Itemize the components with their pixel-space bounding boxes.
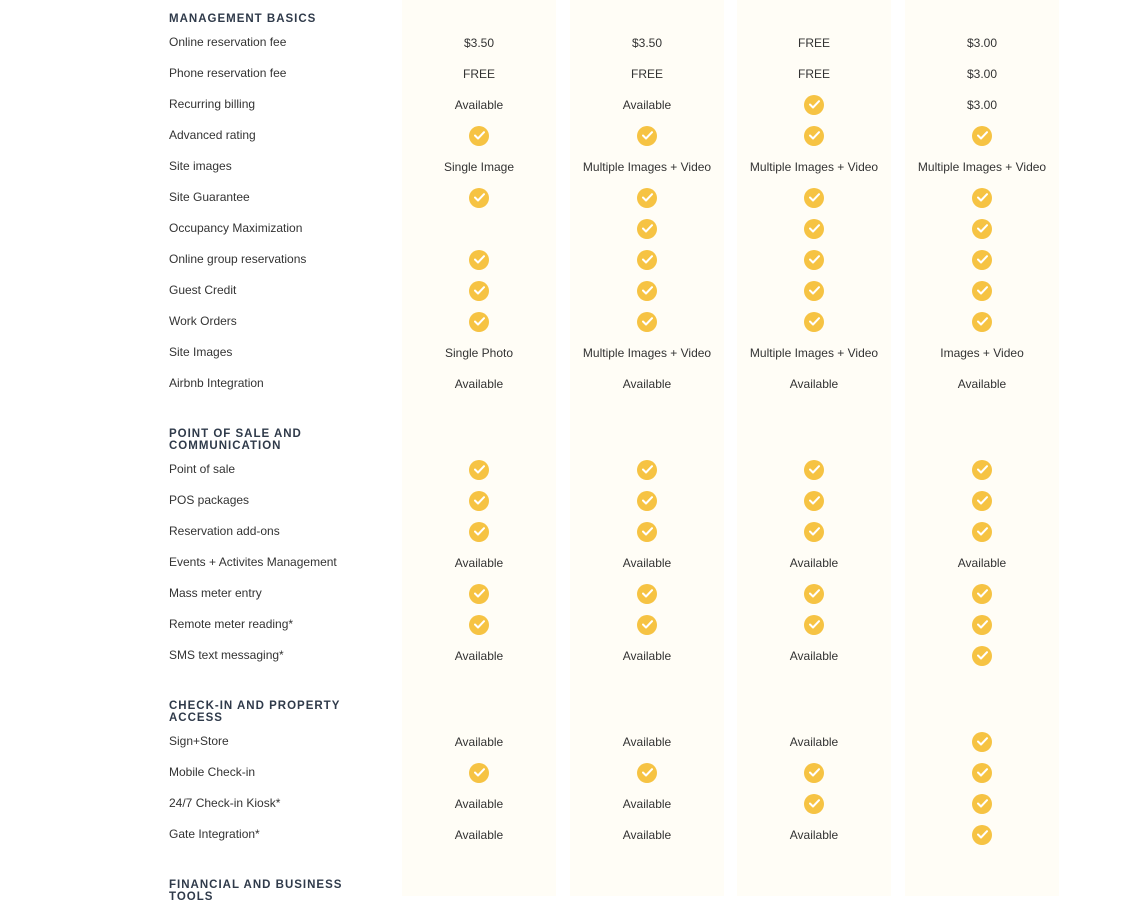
table-row bbox=[0, 454, 1136, 485]
plan-3-cell bbox=[737, 337, 891, 368]
plan-3-cell bbox=[737, 640, 891, 671]
cell-value: Available bbox=[622, 97, 672, 112]
check-circle-icon bbox=[804, 312, 824, 332]
check-circle-icon bbox=[469, 126, 489, 146]
plan-4-cell bbox=[905, 337, 1059, 368]
feature-label: 24/7 Check-in Kiosk* bbox=[169, 796, 281, 810]
plan-1-cell bbox=[402, 89, 556, 120]
feature-label: Reservation add-ons bbox=[169, 524, 280, 538]
plan-2-cell bbox=[570, 547, 724, 578]
check-circle-icon bbox=[469, 281, 489, 301]
plan-4-cell bbox=[905, 609, 1059, 640]
plan-1-cell bbox=[402, 757, 556, 788]
table-row bbox=[0, 485, 1136, 516]
plan-4-cell bbox=[905, 368, 1059, 399]
section-title-line: FINANCIAL AND BUSINESS bbox=[169, 879, 343, 891]
plan-2-cell bbox=[570, 275, 724, 306]
table-row bbox=[0, 182, 1136, 213]
check-circle-icon bbox=[972, 281, 992, 301]
plan-2-cell bbox=[570, 306, 724, 337]
plan-2-cell bbox=[570, 757, 724, 788]
check-circle-icon bbox=[972, 584, 992, 604]
feature-label: POS packages bbox=[169, 493, 250, 507]
table-row bbox=[0, 120, 1136, 151]
check-circle-icon bbox=[804, 250, 824, 270]
check-circle-icon bbox=[469, 460, 489, 480]
plan-4-cell bbox=[905, 788, 1059, 819]
plan-1-cell bbox=[402, 788, 556, 819]
cell-value: Available bbox=[454, 376, 504, 391]
plan-3-cell bbox=[737, 213, 891, 244]
cell-value: Single Image bbox=[443, 159, 515, 174]
check-circle-icon bbox=[804, 460, 824, 480]
cell-value: Available bbox=[454, 796, 504, 811]
plan-3-cell bbox=[737, 58, 891, 89]
plan-2-cell bbox=[570, 640, 724, 671]
plan-4-cell bbox=[905, 182, 1059, 213]
table-row bbox=[0, 337, 1136, 368]
cell-value: FREE bbox=[797, 35, 830, 50]
check-circle-icon bbox=[804, 522, 824, 542]
check-circle-icon bbox=[804, 281, 824, 301]
section-title-line: CHECK-IN AND PROPERTY bbox=[169, 700, 341, 712]
cell-value: $3.00 bbox=[966, 97, 998, 112]
plan-2-cell bbox=[570, 27, 724, 58]
cell-value: Single Photo bbox=[444, 345, 514, 360]
check-circle-icon bbox=[637, 615, 657, 635]
check-circle-icon bbox=[972, 732, 992, 752]
check-circle-icon bbox=[972, 615, 992, 635]
section-title bbox=[169, 428, 389, 452]
cell-value: $3.50 bbox=[631, 35, 663, 50]
check-circle-icon bbox=[469, 491, 489, 511]
plan-1-cell bbox=[402, 244, 556, 275]
check-circle-icon bbox=[637, 584, 657, 604]
plan-1-cell bbox=[402, 27, 556, 58]
cell-value: Available bbox=[454, 827, 504, 842]
feature-label: Point of sale bbox=[169, 462, 236, 476]
plan-1-cell bbox=[402, 120, 556, 151]
plan-4-cell bbox=[905, 454, 1059, 485]
check-circle-icon bbox=[469, 763, 489, 783]
plan-4-cell bbox=[905, 516, 1059, 547]
check-circle-icon bbox=[804, 219, 824, 239]
section-title bbox=[169, 13, 389, 25]
section-title-line: TOOLS bbox=[169, 891, 214, 903]
table-row bbox=[0, 578, 1136, 609]
cell-value: $3.00 bbox=[966, 66, 998, 81]
check-circle-icon bbox=[972, 491, 992, 511]
cell-value: Images + Video bbox=[940, 345, 1024, 360]
plan-2-cell bbox=[570, 213, 724, 244]
check-circle-icon bbox=[804, 794, 824, 814]
plan-4-cell bbox=[905, 89, 1059, 120]
cell-value: Available bbox=[454, 97, 504, 112]
feature-label: Mass meter entry bbox=[169, 586, 262, 600]
cell-value: Available bbox=[454, 734, 504, 749]
plan-2-cell bbox=[570, 516, 724, 547]
plan-3-cell bbox=[737, 757, 891, 788]
check-circle-icon bbox=[637, 491, 657, 511]
check-circle-icon bbox=[469, 522, 489, 542]
cell-value: Available bbox=[622, 648, 672, 663]
plan-2-cell bbox=[570, 368, 724, 399]
cell-value: Available bbox=[789, 827, 839, 842]
cell-value: Available bbox=[622, 555, 672, 570]
check-circle-icon bbox=[469, 312, 489, 332]
plan-3-cell bbox=[737, 819, 891, 850]
table-row bbox=[0, 757, 1136, 788]
check-circle-icon bbox=[804, 95, 824, 115]
plan-3-cell bbox=[737, 578, 891, 609]
plan-3-cell bbox=[737, 275, 891, 306]
plan-1-cell bbox=[402, 578, 556, 609]
plan-3-cell bbox=[737, 726, 891, 757]
plan-2-cell bbox=[570, 726, 724, 757]
check-circle-icon bbox=[804, 126, 824, 146]
check-circle-icon bbox=[972, 794, 992, 814]
plan-1-cell bbox=[402, 640, 556, 671]
plan-4-cell bbox=[905, 244, 1059, 275]
plan-1-cell bbox=[402, 182, 556, 213]
check-circle-icon bbox=[469, 584, 489, 604]
table-row bbox=[0, 89, 1136, 120]
check-circle-icon bbox=[469, 188, 489, 208]
plan-1-cell bbox=[402, 726, 556, 757]
plan-3-cell bbox=[737, 120, 891, 151]
cell-value: Available bbox=[454, 648, 504, 663]
plan-3-cell bbox=[737, 244, 891, 275]
plan-3-cell bbox=[737, 151, 891, 182]
plan-3-cell bbox=[737, 609, 891, 640]
plan-2-cell bbox=[570, 578, 724, 609]
cell-value: Available bbox=[622, 376, 672, 391]
plan-3-cell bbox=[737, 368, 891, 399]
section-title bbox=[169, 700, 389, 724]
feature-label: Airbnb Integration bbox=[169, 376, 264, 390]
cell-value: Available bbox=[789, 376, 839, 391]
plan-2-cell bbox=[570, 788, 724, 819]
table-row bbox=[0, 306, 1136, 337]
plan-1-cell bbox=[402, 368, 556, 399]
check-circle-icon bbox=[637, 219, 657, 239]
plan-3-cell bbox=[737, 516, 891, 547]
feature-label: Sign+Store bbox=[169, 734, 229, 748]
check-circle-icon bbox=[469, 615, 489, 635]
cell-value: Available bbox=[789, 648, 839, 663]
plan-4-cell bbox=[905, 213, 1059, 244]
plan-2-cell bbox=[570, 182, 724, 213]
plan-2-cell bbox=[570, 819, 724, 850]
plan-4-cell bbox=[905, 485, 1059, 516]
plan-3-cell bbox=[737, 547, 891, 578]
plan-4-cell bbox=[905, 27, 1059, 58]
plan-1-cell bbox=[402, 58, 556, 89]
feature-label: Remote meter reading* bbox=[169, 617, 294, 631]
section-title bbox=[169, 879, 389, 903]
plan-3-cell bbox=[737, 27, 891, 58]
check-circle-icon bbox=[972, 188, 992, 208]
plan-4-cell bbox=[905, 120, 1059, 151]
check-circle-icon bbox=[637, 312, 657, 332]
plan-4-cell bbox=[905, 726, 1059, 757]
table-row bbox=[0, 27, 1136, 58]
plan-2-cell bbox=[570, 244, 724, 275]
cell-value: FREE bbox=[462, 66, 495, 81]
feature-label: Guest Credit bbox=[169, 283, 237, 297]
table-row bbox=[0, 151, 1136, 182]
check-circle-icon bbox=[469, 250, 489, 270]
section-title-line: POINT OF SALE AND bbox=[169, 428, 302, 440]
feature-label: Site Images bbox=[169, 345, 233, 359]
plan-1-cell bbox=[402, 337, 556, 368]
feature-label: Advanced rating bbox=[169, 128, 256, 142]
cell-value: Available bbox=[957, 555, 1007, 570]
check-circle-icon bbox=[637, 250, 657, 270]
table-row bbox=[0, 819, 1136, 850]
check-circle-icon bbox=[972, 250, 992, 270]
plan-4-cell bbox=[905, 58, 1059, 89]
feature-label: Site Guarantee bbox=[169, 190, 250, 204]
plan-3-cell bbox=[737, 454, 891, 485]
check-circle-icon bbox=[972, 460, 992, 480]
feature-label: Work Orders bbox=[169, 314, 237, 328]
table-row bbox=[0, 368, 1136, 399]
plan-4-cell bbox=[905, 640, 1059, 671]
cell-value: Available bbox=[957, 376, 1007, 391]
cell-value: Available bbox=[789, 555, 839, 570]
plan-2-cell bbox=[570, 58, 724, 89]
table-row bbox=[0, 788, 1136, 819]
plan-1-cell bbox=[402, 275, 556, 306]
check-circle-icon bbox=[804, 491, 824, 511]
plan-1-cell bbox=[402, 454, 556, 485]
table-row bbox=[0, 244, 1136, 275]
check-circle-icon bbox=[637, 281, 657, 301]
cell-value: FREE bbox=[630, 66, 663, 81]
check-circle-icon bbox=[972, 763, 992, 783]
check-circle-icon bbox=[972, 522, 992, 542]
feature-label: Gate Integration* bbox=[169, 827, 260, 841]
table-row bbox=[0, 640, 1136, 671]
feature-label: Mobile Check-in bbox=[169, 765, 256, 779]
table-row bbox=[0, 726, 1136, 757]
check-circle-icon bbox=[637, 188, 657, 208]
cell-value: Available bbox=[622, 734, 672, 749]
plan-1-cell bbox=[402, 213, 556, 244]
cell-value: Multiple Images + Video bbox=[917, 159, 1047, 174]
check-circle-icon bbox=[804, 188, 824, 208]
check-circle-icon bbox=[637, 460, 657, 480]
feature-label: Site images bbox=[169, 159, 232, 173]
cell-value: FREE bbox=[797, 66, 830, 81]
cell-value: Multiple Images + Video bbox=[582, 159, 712, 174]
plan-2-cell bbox=[570, 609, 724, 640]
feature-label: Recurring billing bbox=[169, 97, 256, 111]
cell-value: Multiple Images + Video bbox=[749, 159, 879, 174]
table-row bbox=[0, 516, 1136, 547]
plan-2-cell bbox=[570, 151, 724, 182]
section-title-line: COMMUNICATION bbox=[169, 440, 282, 452]
plan-4-cell bbox=[905, 275, 1059, 306]
check-circle-icon bbox=[804, 763, 824, 783]
cell-value: Available bbox=[622, 827, 672, 842]
check-circle-icon bbox=[972, 219, 992, 239]
cell-value: Multiple Images + Video bbox=[749, 345, 879, 360]
cell-value: Available bbox=[789, 734, 839, 749]
plan-2-cell bbox=[570, 120, 724, 151]
plan-3-cell bbox=[737, 788, 891, 819]
cell-value: $3.50 bbox=[463, 35, 495, 50]
check-circle-icon bbox=[972, 646, 992, 666]
table-row bbox=[0, 58, 1136, 89]
plan-4-cell bbox=[905, 306, 1059, 337]
check-circle-icon bbox=[637, 763, 657, 783]
plan-2-cell bbox=[570, 485, 724, 516]
plan-4-cell bbox=[905, 819, 1059, 850]
plan-3-cell bbox=[737, 182, 891, 213]
check-circle-icon bbox=[972, 312, 992, 332]
plan-3-cell bbox=[737, 89, 891, 120]
table-row bbox=[0, 275, 1136, 306]
plan-3-cell bbox=[737, 306, 891, 337]
section-title-line: ACCESS bbox=[169, 712, 223, 724]
check-circle-icon bbox=[637, 522, 657, 542]
cell-value: Available bbox=[454, 555, 504, 570]
plan-4-cell bbox=[905, 578, 1059, 609]
table-row bbox=[0, 213, 1136, 244]
plan-2-cell bbox=[570, 337, 724, 368]
check-circle-icon bbox=[804, 615, 824, 635]
plan-1-cell bbox=[402, 609, 556, 640]
plan-2-cell bbox=[570, 454, 724, 485]
table-row bbox=[0, 609, 1136, 640]
plan-1-cell bbox=[402, 151, 556, 182]
plan-4-cell bbox=[905, 547, 1059, 578]
feature-label: Events + Activites Management bbox=[169, 555, 337, 569]
plan-1-cell bbox=[402, 485, 556, 516]
plan-2-cell bbox=[570, 89, 724, 120]
check-circle-icon bbox=[972, 126, 992, 146]
feature-label: Online reservation fee bbox=[169, 35, 287, 49]
feature-label: Phone reservation fee bbox=[169, 66, 287, 80]
cell-value: Available bbox=[622, 796, 672, 811]
section-title-line: MANAGEMENT BASICS bbox=[169, 13, 317, 25]
cell-value: $3.00 bbox=[966, 35, 998, 50]
table-row bbox=[0, 547, 1136, 578]
plan-1-cell bbox=[402, 306, 556, 337]
feature-label: Online group reservations bbox=[169, 252, 307, 266]
cell-value: Multiple Images + Video bbox=[582, 345, 712, 360]
plan-3-cell bbox=[737, 485, 891, 516]
plan-1-cell bbox=[402, 819, 556, 850]
plan-4-cell bbox=[905, 757, 1059, 788]
feature-label: SMS text messaging* bbox=[169, 648, 284, 662]
check-circle-icon bbox=[637, 126, 657, 146]
check-circle-icon bbox=[804, 584, 824, 604]
plan-1-cell bbox=[402, 547, 556, 578]
feature-label: Occupancy Maximization bbox=[169, 221, 303, 235]
plan-4-cell bbox=[905, 151, 1059, 182]
plan-1-cell bbox=[402, 516, 556, 547]
check-circle-icon bbox=[972, 825, 992, 845]
